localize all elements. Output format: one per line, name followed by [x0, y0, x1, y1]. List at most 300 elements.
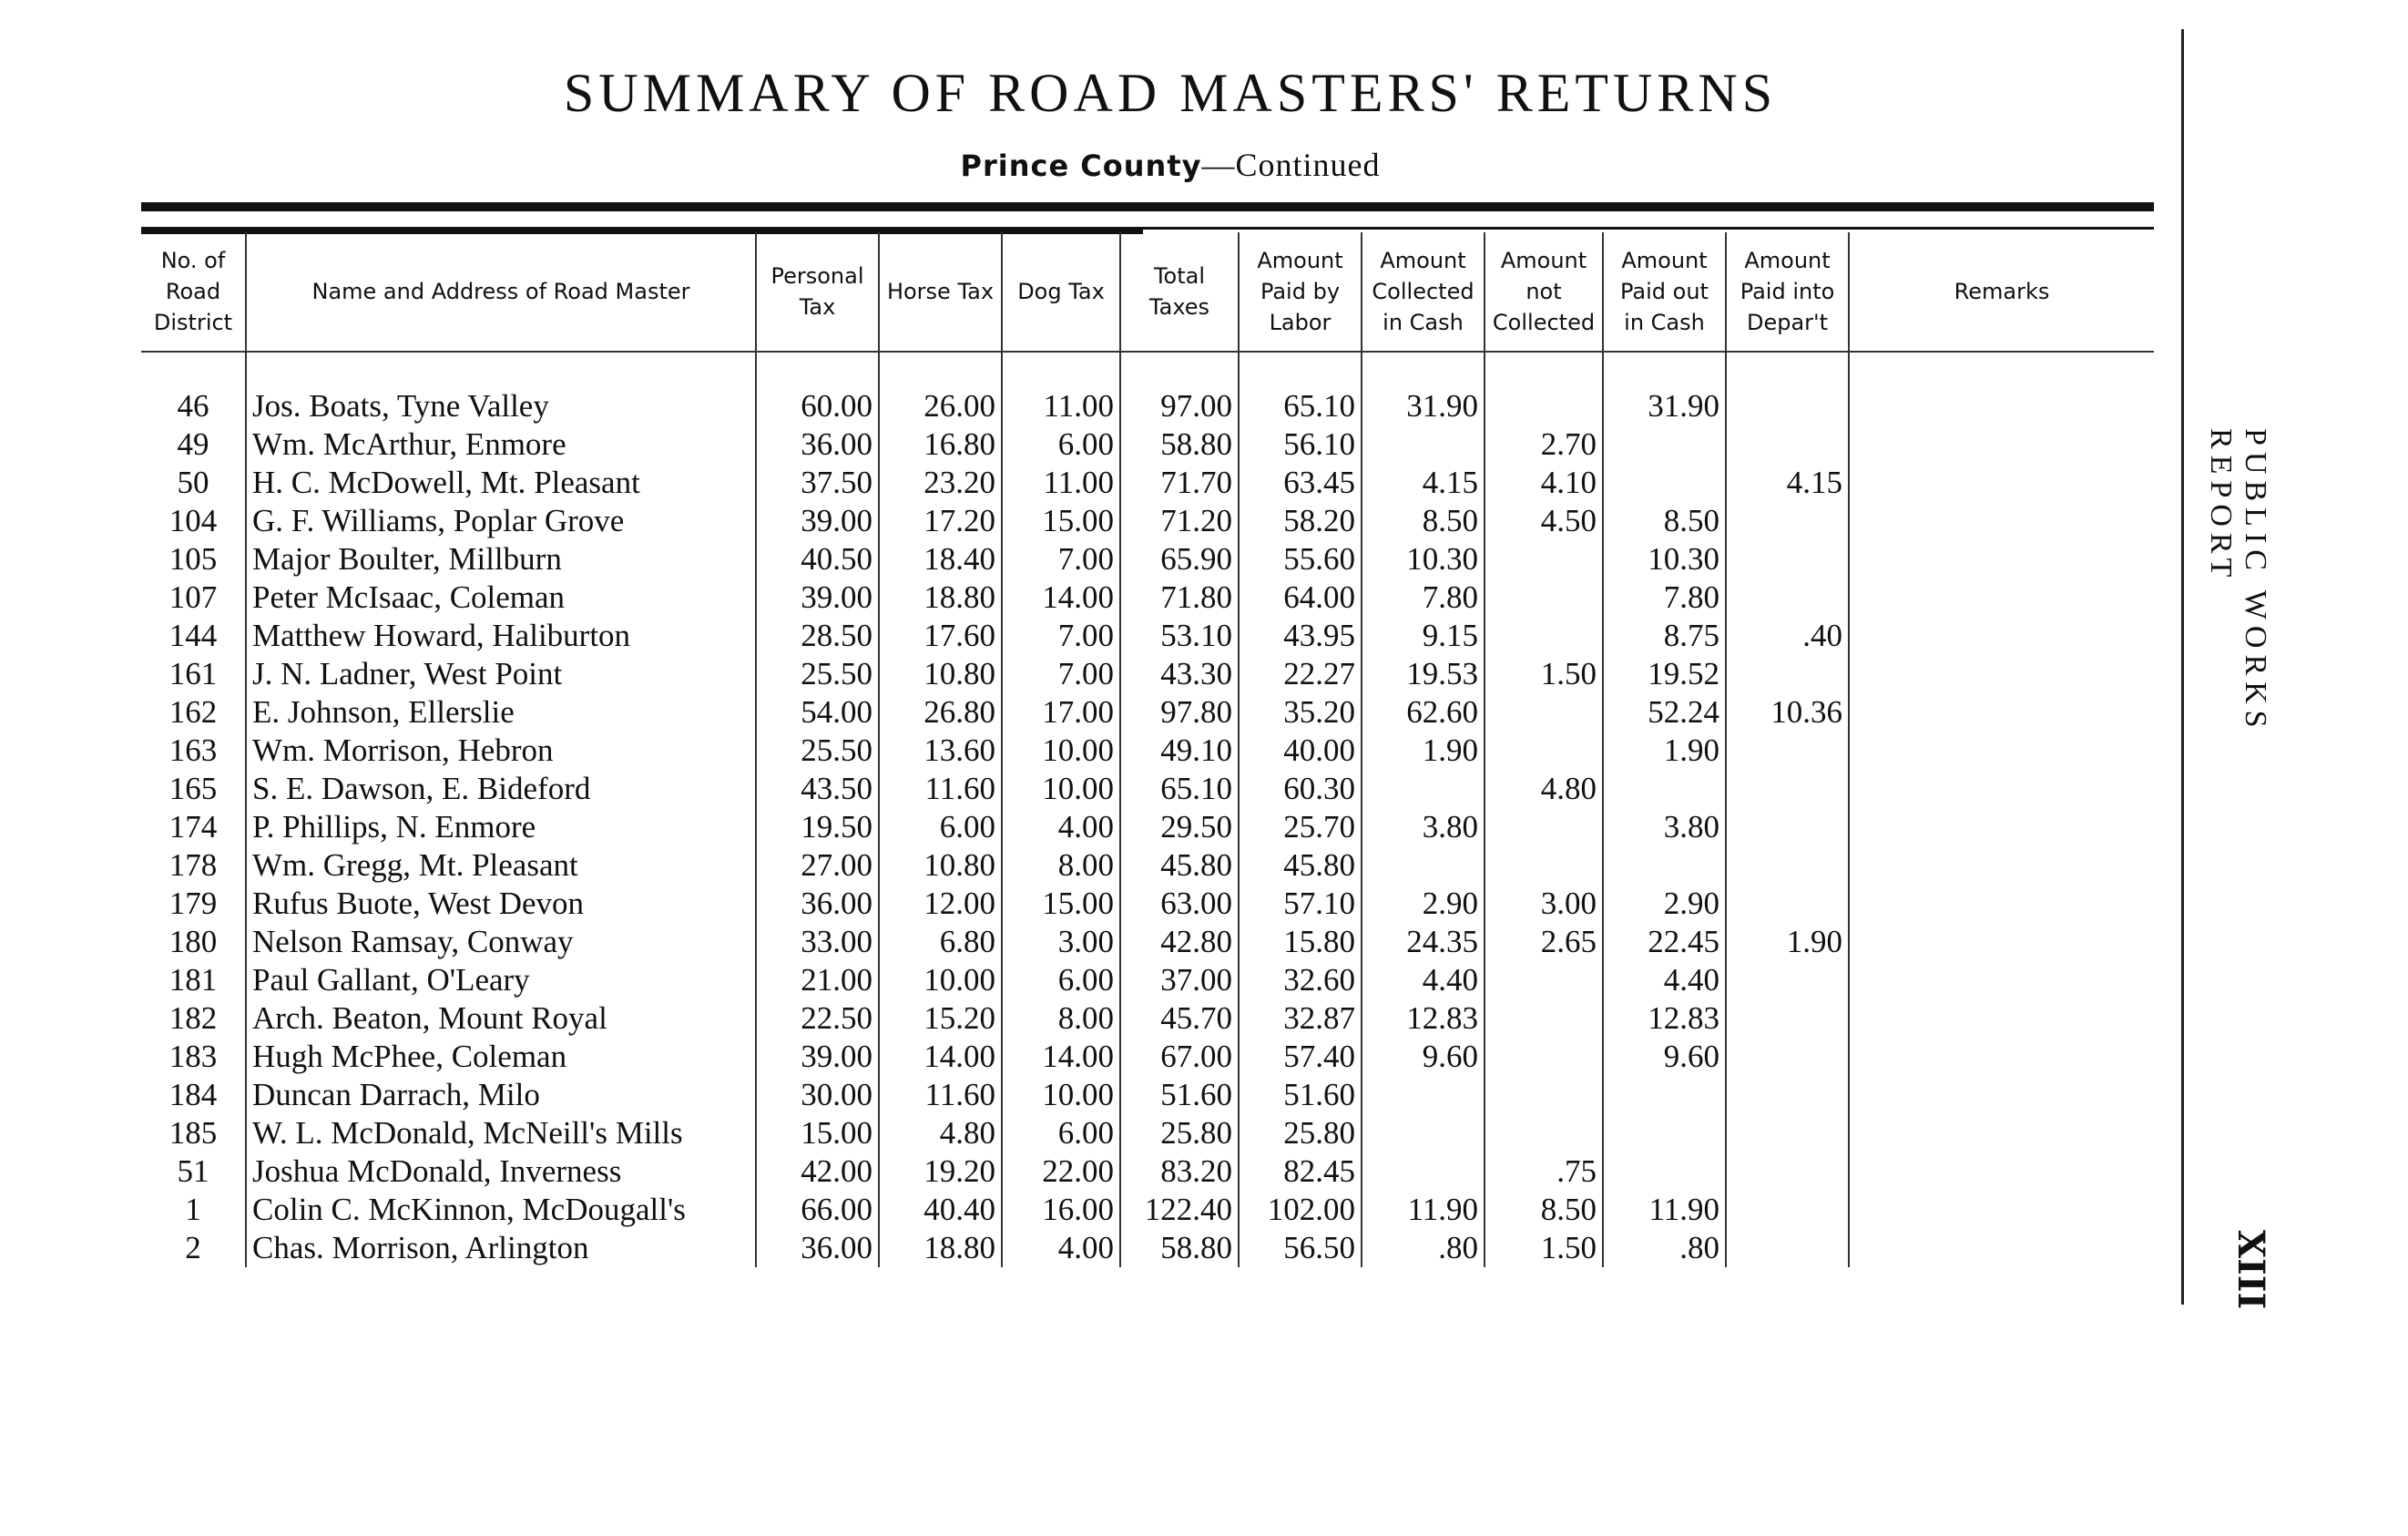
cell-paid-by-labor: 57.40 — [1239, 1038, 1362, 1076]
cell-collected-cash — [1362, 1076, 1485, 1114]
cell-paid-out-cash: 11.90 — [1603, 1191, 1726, 1229]
cell-total-taxes: 83.20 — [1120, 1152, 1239, 1191]
cell-paid-into-dept: 10.36 — [1726, 693, 1849, 732]
cell-remarks — [1849, 732, 2154, 770]
col-collected-cash: Amount Collected in Cash — [1362, 232, 1485, 352]
cell-not-collected — [1485, 1038, 1603, 1076]
cell-remarks — [1849, 1038, 2154, 1076]
header-row — [141, 232, 2154, 352]
cell-district: 49 — [177, 426, 209, 462]
table-row — [141, 1038, 2154, 1076]
cell-total-taxes: 53.10 — [1120, 617, 1239, 655]
cell-district: 1 — [185, 1192, 201, 1227]
cell-not-collected — [1485, 846, 1603, 885]
cell-paid-out-cash: 3.80 — [1603, 808, 1726, 846]
cell-not-collected — [1485, 732, 1603, 770]
cell-collected-cash: 62.60 — [1362, 693, 1485, 732]
cell-name: Wm. Gregg, Mt. Pleasant — [246, 846, 756, 885]
cell-paid-out-cash — [1603, 425, 1726, 464]
cell-paid-by-labor: 32.87 — [1239, 999, 1362, 1038]
cell-paid-into-dept — [1726, 540, 1849, 579]
cell-total-taxes: 58.80 — [1120, 1229, 1239, 1267]
cell-collected-cash: 1.90 — [1362, 732, 1485, 770]
cell-district: 179 — [168, 886, 218, 921]
cell-dog-tax: 14.00 — [1002, 579, 1120, 617]
cell-name: J. N. Ladner, West Point — [246, 655, 756, 693]
cell-paid-by-labor: 32.60 — [1239, 961, 1362, 999]
cell-personal-tax: 39.00 — [756, 502, 879, 540]
cell-paid-by-labor: 65.10 — [1239, 352, 1362, 425]
cell-dog-tax: 17.00 — [1002, 693, 1120, 732]
cell-district: 162 — [168, 694, 218, 730]
cell-remarks — [1849, 885, 2154, 923]
col-district: No. of Road District — [153, 248, 233, 335]
cell-paid-out-cash — [1603, 1114, 1726, 1152]
cell-paid-out-cash: 9.60 — [1603, 1038, 1726, 1076]
cell-paid-by-labor: 25.70 — [1239, 808, 1362, 846]
cell-name: Paul Gallant, O'Leary — [246, 961, 756, 999]
cell-horse-tax: 4.80 — [879, 1114, 1002, 1152]
cell-not-collected — [1485, 1076, 1603, 1114]
cell-paid-into-dept — [1726, 1229, 1849, 1267]
cell-horse-tax: 17.20 — [879, 502, 1002, 540]
cell-total-taxes: 29.50 — [1120, 808, 1239, 846]
cell-personal-tax: 42.00 — [756, 1152, 879, 1191]
cell-paid-by-labor: 57.10 — [1239, 885, 1362, 923]
cell-paid-into-dept — [1726, 732, 1849, 770]
cell-collected-cash: 12.83 — [1362, 999, 1485, 1038]
cell-paid-out-cash: 2.90 — [1603, 885, 1726, 923]
cell-paid-by-labor: 63.45 — [1239, 464, 1362, 502]
cell-paid-out-cash: 4.40 — [1603, 961, 1726, 999]
cell-personal-tax: 33.00 — [756, 923, 879, 961]
cell-name: Wm. Morrison, Hebron — [246, 732, 756, 770]
cell-collected-cash: 9.15 — [1362, 617, 1485, 655]
col-total-taxes: Total Taxes — [1120, 232, 1239, 352]
cell-paid-into-dept — [1726, 1114, 1849, 1152]
cell-paid-out-cash: 22.45 — [1603, 923, 1726, 961]
cell-district: 104 — [168, 503, 218, 538]
cell-horse-tax: 13.60 — [879, 732, 1002, 770]
col-paid-into-dept: Amount Paid into Depar't — [1726, 232, 1849, 352]
cell-dog-tax: 7.00 — [1002, 655, 1120, 693]
cell-collected-cash — [1362, 846, 1485, 885]
cell-collected-cash: 4.15 — [1362, 464, 1485, 502]
cell-paid-by-labor: 35.20 — [1239, 693, 1362, 732]
cell-total-taxes: 45.70 — [1120, 999, 1239, 1038]
cell-paid-by-labor: 64.00 — [1239, 579, 1362, 617]
cell-collected-cash: 8.50 — [1362, 502, 1485, 540]
cell-paid-by-labor: 56.10 — [1239, 425, 1362, 464]
cell-remarks — [1849, 846, 2154, 885]
cell-paid-out-cash: 12.83 — [1603, 999, 1726, 1038]
cell-personal-tax: 40.50 — [756, 540, 879, 579]
cell-paid-into-dept — [1726, 579, 1849, 617]
cell-total-taxes: 58.80 — [1120, 425, 1239, 464]
cell-total-taxes: 49.10 — [1120, 732, 1239, 770]
col-personal-tax: Personal Tax — [756, 232, 879, 352]
cell-district: 46 — [177, 388, 209, 424]
cell-collected-cash: 31.90 — [1362, 352, 1485, 425]
cell-horse-tax: 14.00 — [879, 1038, 1002, 1076]
cell-dog-tax: 4.00 — [1002, 808, 1120, 846]
cell-paid-by-labor: 60.30 — [1239, 770, 1362, 808]
cell-dog-tax: 22.00 — [1002, 1152, 1120, 1191]
table-row — [141, 425, 2154, 464]
cell-name: Chas. Morrison, Arlington — [246, 1229, 756, 1267]
cell-district: 174 — [168, 809, 218, 845]
cell-name: Arch. Beaton, Mount Royal — [246, 999, 756, 1038]
cell-remarks — [1849, 961, 2154, 999]
cell-not-collected — [1485, 617, 1603, 655]
cell-remarks — [1849, 655, 2154, 693]
cell-paid-out-cash: 8.75 — [1603, 617, 1726, 655]
subtitle-county: Prince County — [960, 148, 1202, 183]
table-row — [141, 464, 2154, 502]
cell-paid-out-cash: .80 — [1603, 1229, 1726, 1267]
cell-paid-by-labor: 56.50 — [1239, 1229, 1362, 1267]
cell-name: Jos. Boats, Tyne Valley — [246, 352, 756, 425]
col-paid-out-cash: Amount Paid out in Cash — [1603, 232, 1726, 352]
cell-paid-by-labor: 51.60 — [1239, 1076, 1362, 1114]
cell-total-taxes: 45.80 — [1120, 846, 1239, 885]
table-row — [141, 808, 2154, 846]
cell-paid-into-dept — [1726, 846, 1849, 885]
cell-district: 105 — [168, 541, 218, 577]
cell-collected-cash: 3.80 — [1362, 808, 1485, 846]
cell-paid-out-cash — [1603, 1152, 1726, 1191]
table-row — [141, 693, 2154, 732]
cell-name: Joshua McDonald, Inverness — [246, 1152, 756, 1191]
cell-district: 180 — [168, 924, 218, 959]
cell-name: Hugh McPhee, Coleman — [246, 1038, 756, 1076]
cell-dog-tax: 6.00 — [1002, 425, 1120, 464]
cell-paid-into-dept — [1726, 1076, 1849, 1114]
cell-total-taxes: 51.60 — [1120, 1076, 1239, 1114]
cell-horse-tax: 10.80 — [879, 655, 1002, 693]
cell-total-taxes: 97.80 — [1120, 693, 1239, 732]
table-row — [141, 579, 2154, 617]
cell-paid-out-cash: 8.50 — [1603, 502, 1726, 540]
table-body — [141, 352, 2154, 1267]
cell-paid-out-cash: 1.90 — [1603, 732, 1726, 770]
cell-district: 50 — [177, 465, 209, 500]
col-not-collected: Amount not Collected — [1485, 232, 1603, 352]
cell-collected-cash: .80 — [1362, 1229, 1485, 1267]
cell-personal-tax: 36.00 — [756, 425, 879, 464]
cell-name: S. E. Dawson, E. Bideford — [246, 770, 756, 808]
cell-paid-into-dept — [1726, 999, 1849, 1038]
cell-personal-tax: 39.00 — [756, 1038, 879, 1076]
top-rule-secondary-right — [1143, 227, 2154, 230]
cell-dog-tax: 11.00 — [1002, 352, 1120, 425]
cell-district: 181 — [168, 962, 218, 998]
cell-total-taxes: 43.30 — [1120, 655, 1239, 693]
cell-collected-cash: 2.90 — [1362, 885, 1485, 923]
cell-paid-into-dept: 4.15 — [1726, 464, 1849, 502]
page-number: XIII — [2229, 1230, 2272, 1310]
cell-total-taxes: 65.90 — [1120, 540, 1239, 579]
cell-paid-into-dept — [1726, 502, 1849, 540]
cell-remarks — [1849, 579, 2154, 617]
subtitle-continued: —Continued — [1201, 147, 1381, 183]
cell-district: 182 — [168, 1000, 218, 1036]
cell-name: E. Johnson, Ellerslie — [246, 693, 756, 732]
cell-collected-cash: 11.90 — [1362, 1191, 1485, 1229]
cell-not-collected — [1485, 961, 1603, 999]
cell-not-collected: .75 — [1485, 1152, 1603, 1191]
cell-remarks — [1849, 425, 2154, 464]
col-name: Name and Address of Road Master — [246, 232, 756, 352]
cell-horse-tax: 18.40 — [879, 540, 1002, 579]
cell-collected-cash: 9.60 — [1362, 1038, 1485, 1076]
cell-personal-tax: 25.50 — [756, 732, 879, 770]
cell-name: Duncan Darrach, Milo — [246, 1076, 756, 1114]
cell-name: G. F. Williams, Poplar Grove — [246, 502, 756, 540]
cell-not-collected: 3.00 — [1485, 885, 1603, 923]
cell-dog-tax: 16.00 — [1002, 1191, 1120, 1229]
cell-not-collected: 4.50 — [1485, 502, 1603, 540]
cell-paid-by-labor: 25.80 — [1239, 1114, 1362, 1152]
cell-not-collected: 1.50 — [1485, 655, 1603, 693]
cell-not-collected — [1485, 1114, 1603, 1152]
top-rule — [141, 202, 2154, 211]
cell-paid-into-dept — [1726, 770, 1849, 808]
returns-table — [141, 232, 2154, 1267]
cell-personal-tax: 54.00 — [756, 693, 879, 732]
cell-dog-tax: 10.00 — [1002, 770, 1120, 808]
cell-paid-by-labor: 102.00 — [1239, 1191, 1362, 1229]
cell-paid-by-labor: 82.45 — [1239, 1152, 1362, 1191]
cell-name: Rufus Buote, West Devon — [246, 885, 756, 923]
cell-dog-tax: 11.00 — [1002, 464, 1120, 502]
cell-total-taxes: 63.00 — [1120, 885, 1239, 923]
table-row — [141, 999, 2154, 1038]
cell-horse-tax: 19.20 — [879, 1152, 1002, 1191]
cell-district: 51 — [177, 1153, 209, 1189]
cell-collected-cash: 24.35 — [1362, 923, 1485, 961]
running-header-vertical: PUBLIC WORKS REPORT — [2204, 428, 2272, 734]
cell-total-taxes: 25.80 — [1120, 1114, 1239, 1152]
cell-paid-by-labor: 43.95 — [1239, 617, 1362, 655]
cell-paid-by-labor: 22.27 — [1239, 655, 1362, 693]
cell-collected-cash: 19.53 — [1362, 655, 1485, 693]
table-row — [141, 655, 2154, 693]
table-row — [141, 961, 2154, 999]
cell-dog-tax: 15.00 — [1002, 502, 1120, 540]
cell-total-taxes: 67.00 — [1120, 1038, 1239, 1076]
cell-not-collected: 2.65 — [1485, 923, 1603, 961]
cell-dog-tax: 4.00 — [1002, 1229, 1120, 1267]
cell-horse-tax: 10.00 — [879, 961, 1002, 999]
cell-name: W. L. McDonald, McNeill's Mills — [246, 1114, 756, 1152]
cell-total-taxes: 71.70 — [1120, 464, 1239, 502]
page-title: SUMMARY OF ROAD MASTERS' RETURNS — [563, 63, 1778, 123]
cell-personal-tax: 28.50 — [756, 617, 879, 655]
cell-personal-tax: 60.00 — [756, 352, 879, 425]
cell-not-collected — [1485, 808, 1603, 846]
cell-horse-tax: 26.80 — [879, 693, 1002, 732]
cell-horse-tax: 6.00 — [879, 808, 1002, 846]
cell-personal-tax: 27.00 — [756, 846, 879, 885]
cell-paid-into-dept — [1726, 808, 1849, 846]
cell-remarks — [1849, 540, 2154, 579]
cell-dog-tax: 8.00 — [1002, 846, 1120, 885]
cell-total-taxes: 37.00 — [1120, 961, 1239, 999]
cell-dog-tax: 3.00 — [1002, 923, 1120, 961]
table-row — [141, 540, 2154, 579]
table-row — [141, 1114, 2154, 1152]
cell-paid-out-cash: 52.24 — [1603, 693, 1726, 732]
table-row — [141, 617, 2154, 655]
cell-paid-out-cash — [1603, 1076, 1726, 1114]
cell-dog-tax: 14.00 — [1002, 1038, 1120, 1076]
cell-dog-tax: 6.00 — [1002, 961, 1120, 999]
cell-personal-tax: 15.00 — [756, 1114, 879, 1152]
cell-remarks — [1849, 1152, 2154, 1191]
cell-personal-tax: 36.00 — [756, 1229, 879, 1267]
cell-horse-tax: 26.00 — [879, 352, 1002, 425]
cell-remarks — [1849, 693, 2154, 732]
cell-horse-tax: 17.60 — [879, 617, 1002, 655]
cell-collected-cash: 10.30 — [1362, 540, 1485, 579]
cell-dog-tax: 10.00 — [1002, 1076, 1120, 1114]
table-row — [141, 923, 2154, 961]
cell-remarks — [1849, 923, 2154, 961]
cell-paid-into-dept: 1.90 — [1726, 923, 1849, 961]
cell-remarks — [1849, 617, 2154, 655]
cell-name: H. C. McDowell, Mt. Pleasant — [246, 464, 756, 502]
cell-paid-by-labor: 15.80 — [1239, 923, 1362, 961]
cell-remarks — [1849, 808, 2154, 846]
cell-paid-out-cash: 7.80 — [1603, 579, 1726, 617]
cell-paid-out-cash — [1603, 770, 1726, 808]
cell-personal-tax: 19.50 — [756, 808, 879, 846]
cell-not-collected: 8.50 — [1485, 1191, 1603, 1229]
cell-horse-tax: 11.60 — [879, 770, 1002, 808]
cell-paid-into-dept — [1726, 961, 1849, 999]
cell-district: 163 — [168, 732, 218, 768]
cell-paid-out-cash: 31.90 — [1603, 352, 1726, 425]
cell-name: Peter McIsaac, Coleman — [246, 579, 756, 617]
cell-district: 178 — [168, 847, 218, 883]
cell-personal-tax: 22.50 — [756, 999, 879, 1038]
cell-remarks — [1849, 1191, 2154, 1229]
cell-dog-tax: 15.00 — [1002, 885, 1120, 923]
cell-district: 184 — [168, 1077, 218, 1112]
cell-paid-into-dept — [1726, 1152, 1849, 1191]
table-row — [141, 502, 2154, 540]
cell-paid-by-labor: 58.20 — [1239, 502, 1362, 540]
cell-total-taxes: 71.80 — [1120, 579, 1239, 617]
cell-horse-tax: 11.60 — [879, 1076, 1002, 1114]
cell-district: 2 — [185, 1230, 201, 1265]
page-subtitle — [0, 146, 2341, 184]
table-row — [141, 770, 2154, 808]
cell-district: 183 — [168, 1039, 218, 1074]
cell-total-taxes: 97.00 — [1120, 352, 1239, 425]
cell-not-collected — [1485, 352, 1603, 425]
cell-horse-tax: 6.80 — [879, 923, 1002, 961]
cell-not-collected: 1.50 — [1485, 1229, 1603, 1267]
cell-not-collected — [1485, 540, 1603, 579]
cell-total-taxes: 71.20 — [1120, 502, 1239, 540]
cell-collected-cash — [1362, 1152, 1485, 1191]
cell-paid-out-cash: 10.30 — [1603, 540, 1726, 579]
cell-total-taxes: 122.40 — [1120, 1191, 1239, 1229]
cell-paid-into-dept — [1726, 352, 1849, 425]
cell-horse-tax: 18.80 — [879, 1229, 1002, 1267]
table-row — [141, 352, 2154, 425]
cell-remarks — [1849, 770, 2154, 808]
cell-personal-tax: 39.00 — [756, 579, 879, 617]
cell-district: 165 — [168, 771, 218, 806]
cell-not-collected: 4.80 — [1485, 770, 1603, 808]
cell-paid-into-dept — [1726, 1191, 1849, 1229]
cell-name: Colin C. McKinnon, McDougall's — [246, 1191, 756, 1229]
cell-personal-tax: 30.00 — [756, 1076, 879, 1114]
cell-name: P. Phillips, N. Enmore — [246, 808, 756, 846]
cell-name: Nelson Ramsay, Conway — [246, 923, 756, 961]
cell-collected-cash: 4.40 — [1362, 961, 1485, 999]
cell-horse-tax: 15.20 — [879, 999, 1002, 1038]
cell-paid-into-dept — [1726, 655, 1849, 693]
cell-paid-into-dept: .40 — [1726, 617, 1849, 655]
cell-district: 161 — [168, 656, 218, 691]
table-row — [141, 1152, 2154, 1191]
cell-total-taxes: 42.80 — [1120, 923, 1239, 961]
cell-remarks — [1849, 1229, 2154, 1267]
table-row — [141, 732, 2154, 770]
cell-collected-cash — [1362, 425, 1485, 464]
cell-personal-tax: 37.50 — [756, 464, 879, 502]
cell-not-collected: 4.10 — [1485, 464, 1603, 502]
page-right-border — [2181, 29, 2184, 1305]
cell-dog-tax: 7.00 — [1002, 617, 1120, 655]
cell-remarks — [1849, 999, 2154, 1038]
table-row — [141, 1191, 2154, 1229]
cell-not-collected — [1485, 693, 1603, 732]
cell-collected-cash: 7.80 — [1362, 579, 1485, 617]
cell-not-collected: 2.70 — [1485, 425, 1603, 464]
col-paid-by-labor: Amount Paid by Labor — [1239, 232, 1362, 352]
cell-personal-tax: 25.50 — [756, 655, 879, 693]
cell-name: Matthew Howard, Haliburton — [246, 617, 756, 655]
cell-paid-into-dept — [1726, 425, 1849, 464]
cell-paid-into-dept — [1726, 1038, 1849, 1076]
cell-horse-tax: 18.80 — [879, 579, 1002, 617]
col-dog-tax: Dog Tax — [1002, 232, 1120, 352]
cell-remarks — [1849, 464, 2154, 502]
cell-horse-tax: 23.20 — [879, 464, 1002, 502]
cell-horse-tax: 10.80 — [879, 846, 1002, 885]
cell-remarks — [1849, 1076, 2154, 1114]
cell-name: Major Boulter, Millburn — [246, 540, 756, 579]
cell-remarks — [1849, 352, 2154, 425]
cell-district: 185 — [168, 1115, 218, 1151]
cell-total-taxes: 65.10 — [1120, 770, 1239, 808]
table-row — [141, 1076, 2154, 1114]
cell-dog-tax: 10.00 — [1002, 732, 1120, 770]
cell-personal-tax: 43.50 — [756, 770, 879, 808]
table-row — [141, 1229, 2154, 1267]
cell-paid-by-labor: 45.80 — [1239, 846, 1362, 885]
cell-remarks — [1849, 1114, 2154, 1152]
table-row — [141, 846, 2154, 885]
cell-dog-tax: 6.00 — [1002, 1114, 1120, 1152]
cell-district: 107 — [168, 579, 218, 615]
cell-paid-out-cash — [1603, 464, 1726, 502]
